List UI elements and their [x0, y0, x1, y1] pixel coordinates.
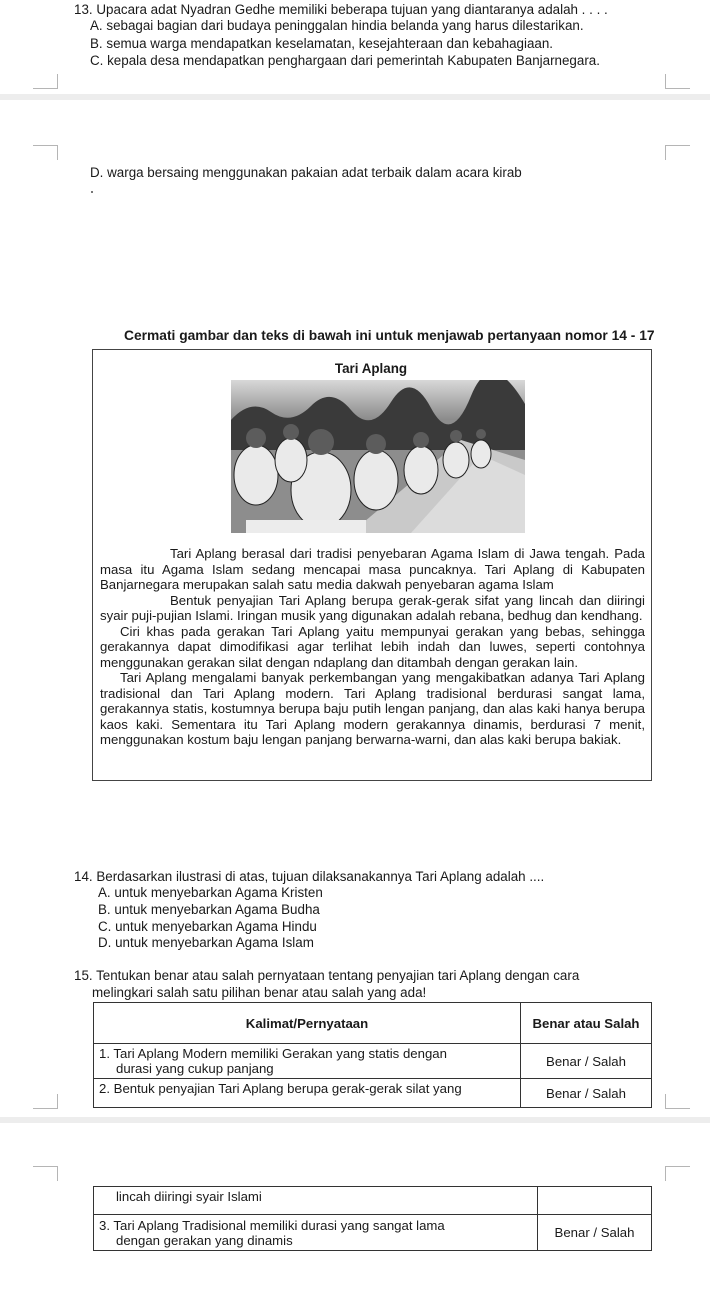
page-corner-mark [665, 1094, 690, 1109]
page-corner-mark [665, 145, 690, 160]
statement-text: dengan gerakan yang dinamis [116, 1232, 293, 1248]
true-false-table-continued [93, 1186, 652, 1251]
q14-option-c[interactable]: C. untuk menyebarkan Agama Hindu [98, 919, 317, 934]
statement-text: durasi yang cukup panjang [116, 1061, 274, 1076]
q14-option-a[interactable]: A. untuk menyebarkan Agama Kristen [98, 885, 323, 900]
q13-option-b[interactable]: B. semua warga mendapatkan keselamatan, kesejahteraan dan kebahagiaan. [90, 36, 554, 51]
tari-aplang-photo [231, 380, 525, 533]
statement-text: 1. Tari Aplang Modern memiliki Gerakan yang statis dengan [99, 1046, 447, 1061]
statement-cell [94, 1044, 521, 1079]
q13-option-c[interactable]: C. kepala desa mendapatkan penghargaan dari pemerintah Kabupaten Banjarnegara. [90, 53, 600, 68]
reading-paragraph-3: Ciri khas pada gerakan Tari Aplang yaitu mempunyai gerakan yang bebas, sehingga gerakannya dapat dimodifikasi agar terlihat lebih indah dan luwes, seperti contohnya menggunakan gerakan silat dengan ndaplang dan ditambah dengan gerakan lain. [100, 623, 645, 670]
page-corner-mark [665, 1166, 690, 1181]
reading-paragraph-4: Tari Aplang mengalami banyak perkembangan yang mengakibatkan adanya Tari Aplang tradisional dan Tari Aplang modern. Tari Aplang tradisional berdurasi sangat lama, gerakannya statis, kostumnya berupa baju putih lengan panjang, dan alas kaki hanya berupa kaos kaki. Sementara itu Tari Aplang modern gerakannya dinamis, berdurasi 7 menit, menggunakan kostum baju lengan panjang berwarna-warni, dan alas kaki berupa bakiak. [100, 670, 645, 747]
statement-cell [94, 1215, 538, 1251]
true-false-table [93, 1002, 652, 1108]
page-break [0, 1117, 710, 1123]
q13-option-d[interactable]: D. warga bersaing menggunakan pakaian adat terbaik dalam acara kirab [90, 165, 522, 180]
q14-option-d[interactable]: D. untuk menyebarkan Agama Islam [98, 935, 314, 950]
page-break [0, 94, 710, 100]
table-row [94, 1079, 652, 1108]
page-corner-mark [33, 1166, 58, 1181]
q13-option-a[interactable]: A. sebagai bagian dari budaya peninggalan hindia belanda yang harus dilestarikan. [90, 18, 584, 33]
reading-paragraph-1: Tari Aplang berasal dari tradisi penyebaran Agama Islam di Jawa tengah. Pada masa itu Agama Islam sedang mencapai masa puncaknya. Tari Aplang di Kabupaten Banjarnegara merupakan salah satu media dakwah penyebaran agama Islam [100, 546, 645, 592]
q14-stem: 14. Berdasarkan ilustrasi di atas, tujuan dilaksanakannya Tari Aplang adalah .... [74, 869, 545, 884]
table-header-answer: Benar atau Salah [521, 1003, 652, 1044]
answer-cell-empty [538, 1187, 652, 1215]
q15-stem-line-1: 15. Tentukan benar atau salah pernyataan tentang penyajian tari Aplang dengan cara [74, 968, 580, 983]
page-corner-mark [33, 1094, 58, 1109]
answer-cell-1[interactable]: Benar / Salah [521, 1044, 652, 1079]
table-row [94, 1187, 652, 1215]
reading-paragraph-2: Bentuk penyajian Tari Aplang berupa gerak-gerak sifat yang lincah dan diiringi syair puji-pujian Islami. Iringan musik yang digunakan adalah rebana, bedhug dan kendhang. [100, 592, 645, 623]
reading-instruction: Cermati gambar dan teks di bawah ini untuk menjawab pertanyaan nomor 14 - 17 [124, 328, 655, 343]
stray-dot [91, 191, 93, 193]
table-row [94, 1215, 652, 1251]
page-corner-mark [33, 145, 58, 160]
statement-text: 3. Tari Aplang Tradisional memiliki durasi yang sangat lama [99, 1217, 445, 1233]
q13-stem: 13. Upacara adat Nyadran Gedhe memiliki beberapa tujuan yang diantaranya adalah . . . . [74, 2, 608, 17]
q14-option-b[interactable]: B. untuk menyebarkan Agama Budha [98, 902, 320, 917]
reading-title: Tari Aplang [334, 361, 408, 376]
statement-cell: 2. Bentuk penyajian Tari Aplang berupa gerak-gerak silat yang [94, 1079, 521, 1108]
page-corner-mark [33, 74, 58, 89]
statement-cell: lincah diiringi syair Islami [94, 1187, 538, 1215]
table-header-statement: Kalimat/Pernyataan [94, 1003, 521, 1044]
page-corner-mark [665, 74, 690, 89]
reading-body [100, 546, 645, 748]
answer-cell-3[interactable]: Benar / Salah [538, 1215, 652, 1251]
q15-stem-line-2: melingkari salah satu pilihan benar atau salah yang ada! [92, 985, 427, 1000]
table-row [94, 1044, 652, 1079]
answer-cell-2[interactable]: Benar / Salah [521, 1079, 652, 1108]
